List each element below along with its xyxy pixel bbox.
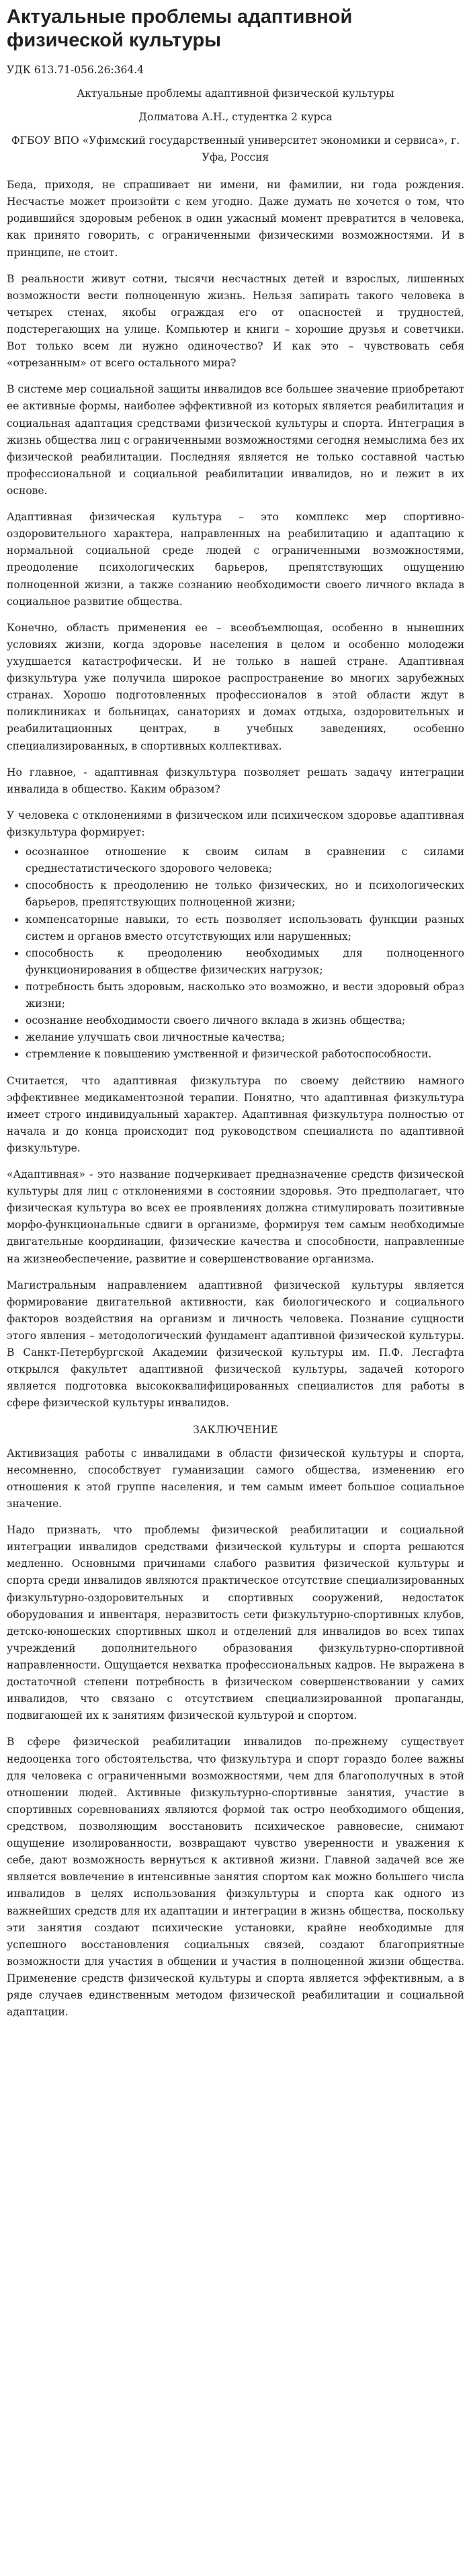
- paragraph: Конечно, область применения ее – всеобъемлющая, особенно в нынешних условиях жизни, когда здоровье населения в целом и особенно молодежи ухудшается катастрофически. И не только в нашей стране. Адаптивная физкультура уже получила широкое распространение во многих зарубежных странах. Хорошо подготовленных профессионалов в этой области ждут в поликлиниках и больницах, санаториях и домах отдыха, оздоровительных и реабилитационных центрах, в учебных заведениях, особенно специализированных, в спортивных коллективах.: [7, 621, 464, 752]
- list-item: • потребность быть здоровым, насколько это возможно, и вести здоровый образ жизни;: [26, 979, 464, 1012]
- paragraph: У человека с отклонениями в физическом или психическом здоровье адаптивная физкультура формирует:: [7, 809, 464, 838]
- list-item: • стремление к повышению умственной и физической работоспособности.: [26, 1046, 464, 1063]
- paragraph: В сфере физической реабилитации инвалидов по-прежнему существует недооценка того обстоятельства, что физкультура и спорт гораздо более важны для человека с ограниченными возможностями, чем для благополучных в этой отношении людей. Активные физкультурно-спортивные занятия, участие в спортивных соревнованиях являются формой так остро необходимого общения, средством, позволяющим восстановить психическое равновесие, снимают ощущение изолированности, возвращают чувство уверенности и уважения к себе, дают возможность вернуться к активной жизни. Главной задачей все же является вовлечение в интенсивные занятия спортом как можно большего числа инвалидов в целях использования физкультуры и спорта как одного из важнейших средств для их адаптации и интеграции в жизнь общества, поскольку эти занятия создают психические установки, крайне необходимые для успешного восстановления социальных связей, создают благоприятные возможности для участия в общении и участия в полноценной жизни общества. Применение средств физической культуры и спорта является эффективным, а в ряде случаев единственным методом физической реабилитации и социальной адаптации.: [7, 1736, 464, 2019]
- paragraph: Но главное, - адаптивная физкультура позволяет решать задачу интеграции инвалида в общество. Каким образом?: [7, 766, 464, 795]
- paragraph: В системе мер социальной защиты инвалидов все большее значение приобретают ее активные формы, наиболее эффективной из которых является реабилитация и социальная адаптация средствами физической культуры и спорта. Интеграция в жизнь общества лиц с ограниченными возможностями сегодня немыслима без их физической реабилитации. Последняя является не только составной частью профессиональной и социальной реабилитации инвалидов, но и лежит в их основе.: [7, 383, 464, 497]
- list-item: • способность к преодолению необходимых для полноценного функционирования в обществе физических нагрузок;: [26, 945, 464, 979]
- paragraph: «Адаптивная» - это название подчеркивает предназначение средств физической культуры для лиц с отклонениями в состоянии здоровья. Это предполагает, что физическая культура во всех ее проявлениях должна стимулировать позитивные морфо-функциональные сдвиги в организме, формируя тем самым необходимые двигательные координации, физические качества и способности, направленные на жизнеобеспечение, развитие и совершенствование организма.: [7, 1168, 464, 1265]
- bullet-list: [7, 844, 464, 1063]
- list-item: • осознание необходимости своего личного вклада в жизнь общества;: [26, 1012, 464, 1029]
- article-subtitle: Актуальные проблемы адаптивной физической культуры: [77, 87, 394, 99]
- author-line: Долматова А.Н., студентка 2 курса: [138, 110, 333, 123]
- paragraph: Считается, что адаптивная физкультура по своему действию намного эффективнее медикаментозной терапии. Понятно, что адаптивная физкультура имеет строго индивидуальный характер. Адаптивная физкультура полностью от начала и до конца происходит под руководством специалиста по адаптивной физкультуре.: [7, 1074, 464, 1154]
- paragraph: Надо признать, что проблемы физической реабилитации и социальной интеграции инвалидов средствами физической культуры и спорта решаются медленно. Основными причинами слабого развития физической культуры и спорта среди инвалидов являются практическое отсутствие специализированных физкультурно-оздоровительных и спортивных сооружений, недостаток оборудования и инвентаря, неразвитость сети физкультурно-спортивных клубов, детско-юношеских спортивных школ и отделений для инвалидов во всех типах учреждений дополнительного образования физкультурно-спортивной направленности. Ощущается нехватка профессиональных кадров. Не выражена в достаточной степени потребность в физическом совершенствовании у самих инвалидов, что связано с отсутствием специализированной пропаганды, подвигающей их к занятиям физической культурой и спортом.: [7, 1524, 464, 1722]
- paragraph: В реальности живут сотни, тысячи несчастных детей и взрослых, лишенных возможности вести полноценную жизнь. Нельзя запирать такого человека в четырех стенах, якобы ограждая его от опасностей и трудностей, подстерегающих на улице. Компьютер и книги – хорошие друзья и советчики. Вот только всем ли нужно одиночество? И как это – чувствовать себя «отрезанным» от всего остального мира?: [7, 272, 464, 370]
- list-item: • компенсаторные навыки, то есть позволяет использовать функции разных систем и органов вместо отсутствующих или нарушенных;: [26, 912, 464, 945]
- udk-code: УДК 613.71-056.26:364.4: [7, 63, 144, 76]
- affiliation-line: ФГБОУ ВПО «Уфимский государственный университет экономики и сервиса», г. Уфа, Россия: [11, 134, 460, 164]
- list-item: • желание улучшать свои личностные качества;: [26, 1029, 464, 1046]
- article-title: Актуальные проблемы адаптивной физической культуры: [7, 6, 353, 51]
- paragraph: Магистральным направлением адаптивной физической культуры является формирование двигательной активности, как биологического и социального факторов воздействия на организм и личность человека. Познание сущности этого явления – методологический фундамент адаптивной физической культуры. В Санкт-Петербургской Академии физической культуры им. П.Ф. Лесгафта открылся факультет адаптивной физической культуры, задачей которого является подготовка высококвалифицированных специалистов для работы в сфере физической культуры инвалидов.: [7, 1279, 464, 1410]
- list-item: • способность к преодолению не только физических, но и психологических барьеров, препятствующих полноценной жизни;: [26, 877, 464, 911]
- paragraph: Беда, приходя, не спрашивает ни имени, ни фамилии, ни года рождения. Несчастье может произойти с кем угодно. Даже думать не хочется о том, что родившийся здоровым ребенок в один ужасный момент превратится в человека, как принято говорить, с ограниченными физическими возможностями. И в принципе, не стоит.: [7, 179, 464, 259]
- paragraph: Активизация работы с инвалидами в области физической культуры и спорта, несомненно, способствует гуманизации самого общества, изменению его отношения к этой группе населения, и тем самым имеет большое социальное значение.: [7, 1447, 464, 1511]
- list-item: • осознанное отношение к своим силам в сравнении с силами среднестатистического здорового человека;: [26, 844, 464, 877]
- paragraph: Адаптивная физическая культура – это комплекс мер спортивно-оздоровительного характера, направленных на реабилитацию и адаптацию к нормальной социальной среде людей с ограниченными возможностями, преодоление психологических барьеров, препятствующих ощущению полноценной жизни, а также сознанию необходимости своего личного вклада в социальное развитие общества.: [7, 511, 464, 608]
- conclusion-heading: ЗАКЛЮЧЕНИЕ: [193, 1423, 278, 1436]
